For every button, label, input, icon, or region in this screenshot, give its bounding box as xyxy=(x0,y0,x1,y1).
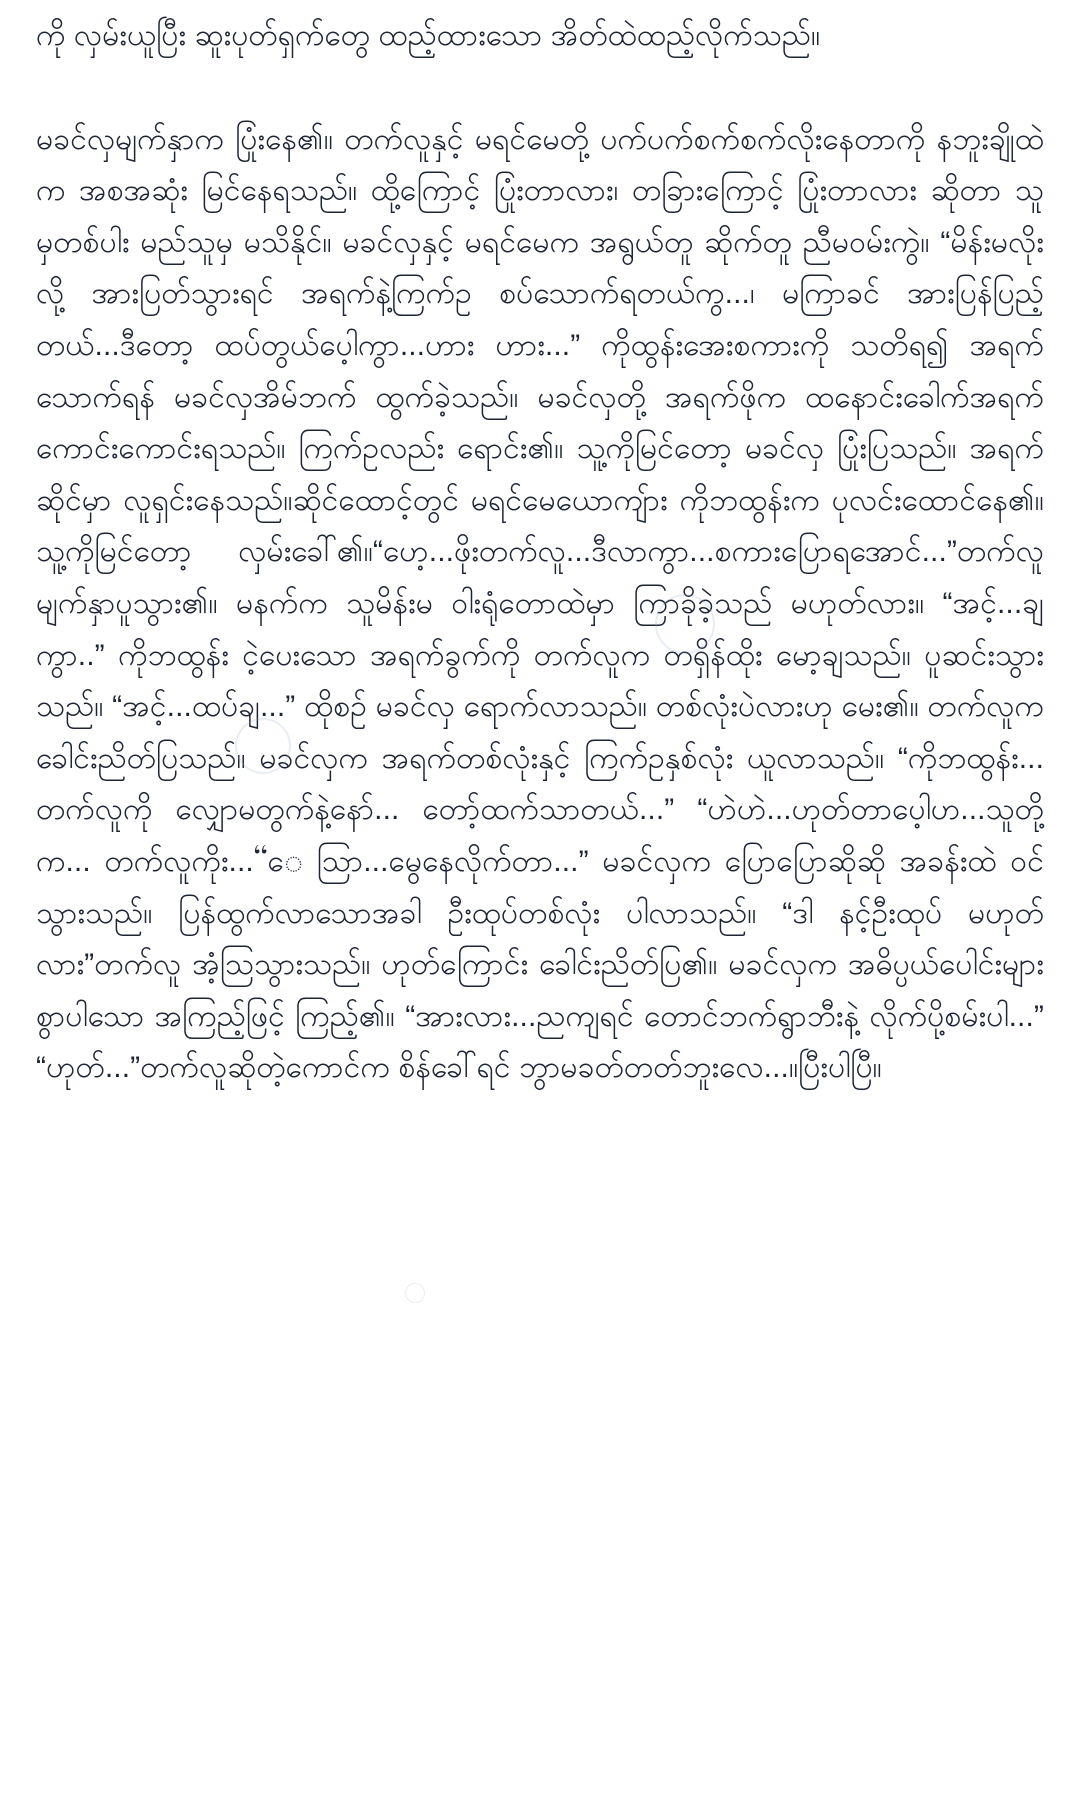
paragraph-1: ကို လှမ်းယူပြီး ဆူးပုတ်ရှက်တွေ ထည့်ထားသော အိတ်ထဲထည့်လိုက်သည်။ xyxy=(36,19,821,52)
watermark-dot-icon xyxy=(405,1283,425,1303)
paragraph-2: မခင်လှမျက်နှာက ပြုံးနေ၏။ တက်လူနှင့် မရင်မေတို့ ပက်ပက်စက်စက်လိုးနေတာကို နဘူးချိုထဲက အစအဆုံး မြင်နေရသည်။ ထို့ကြောင့် ပြုံးတာလား၊ တခြားကြောင့် ပြုံးတာလား ဆိုတာ သူမှတစ်ပါး မည်သူမှ မသိနိုင်။ မခင်လှနှင့် မရင်မေက အရွယ်တူ ဆိုက်တူ ညီမဝမ်းကွဲ။ “မိန်းမလိုးလို့ အားပြတ်သွားရင် အရက်နဲ့ကြက်ဥ စပ်သောက်ရတယ်ကွ...၊ မကြာခင် အားပြန်ပြည့်တယ်...ဒီတော့ ထပ်တွယ်ပေ့ါကွာ...ဟား ဟား...” ကိုထွန်းအေးစကားကို သတိရ၍ အရက်သောက်ရန် မခင်လှအိမ်ဘက် ထွက်ခဲ့သည်။ မခင်လှတို့ အရက်ဖိုက ထနောင်းခေါက်အရက် ကောင်းကောင်းရသည်။ ကြက်ဥလည်း ရောင်း၏။ သူ့ကိုမြင်တော့ မခင်လှ ပြုံးပြသည်။ အရက်ဆိုင်မှာ လူရှင်းနေသည်။ဆိုင်ထောင့်တွင် မရင်မေယောကျ်ား ကိုဘထွန်းက ပုလင်းထောင်နေ၏။ သူ့ကိုမြင်တော့ လှမ်းခေါ်၏။“ဟေ့...ဖိုးတက်လူ...ဒီလာကွာ...စကားပြောရအောင်...”တက်လူ မျက်နှာပူသွား၏။ မနက်က သူမိန်းမ ဝါးရုံတောထဲမှာ ကြာခိုခဲ့သည် မဟုတ်လား။ “အင့်...ချကွာ..” ကိုဘထွန်း ငဲ့ပေးသော အရက်ခွက်ကို တက်လူက တရှိန်ထိုး မော့ချသည်။ ပူဆင်းသွားသည်။ “အင့်...ထပ်ချ...” ထိုစဉ် မခင်လှ ရောက်လာသည်။ တစ်လုံးပဲလားဟု မေး၏။ တက်လူက ခေါင်းညိတ်ပြသည်။ မခင်လှက အရက်တစ်လုံးနှင့် ကြက်ဥနှစ်လုံး ယူလာသည်။ “ကိုဘထွန်း... တက်လူကို လျှောမတွက်နဲ့နော်... တော့်ထက်သာတယ်...” “ဟဲဟဲ...ဟုတ်တာပေ့ါဟ...သူတို့က... တက်လူကိုး...“ေ သြာ...မွေနေလိုက်တာ...” မခင်လှက ပြောပြောဆိုဆို အခန်းထဲ ဝင်သွားသည်။ ပြန်ထွက်လာသောအခါ ဦးထုပ်တစ်လုံး ပါလာသည်။ “ဒါ နင့်ဦးထုပ် မဟုတ်လား”တက်လူ အံ့သြသွားသည်။ ဟုတ်ကြောင်း ခေါင်းညိတ်ပြ၏။ မခင်လှက အဓိပ္ပယ်ပေါင်းများစွာပါသော အကြည့်ဖြင့် ကြည့်၏။ “အားလား...ညကျရင် တောင်ဘက်ရွာဘီးနဲ့ လိုက်ပို့စမ်းပါ...” “ဟုတ်...”တက်လူဆိုတဲ့ကောင်က စိန်ခေါ်ရင် ဘွာမခတ်တတ်ဘူးလေ...။ပြီးပါပြီ။ xyxy=(36,122,1044,1085)
